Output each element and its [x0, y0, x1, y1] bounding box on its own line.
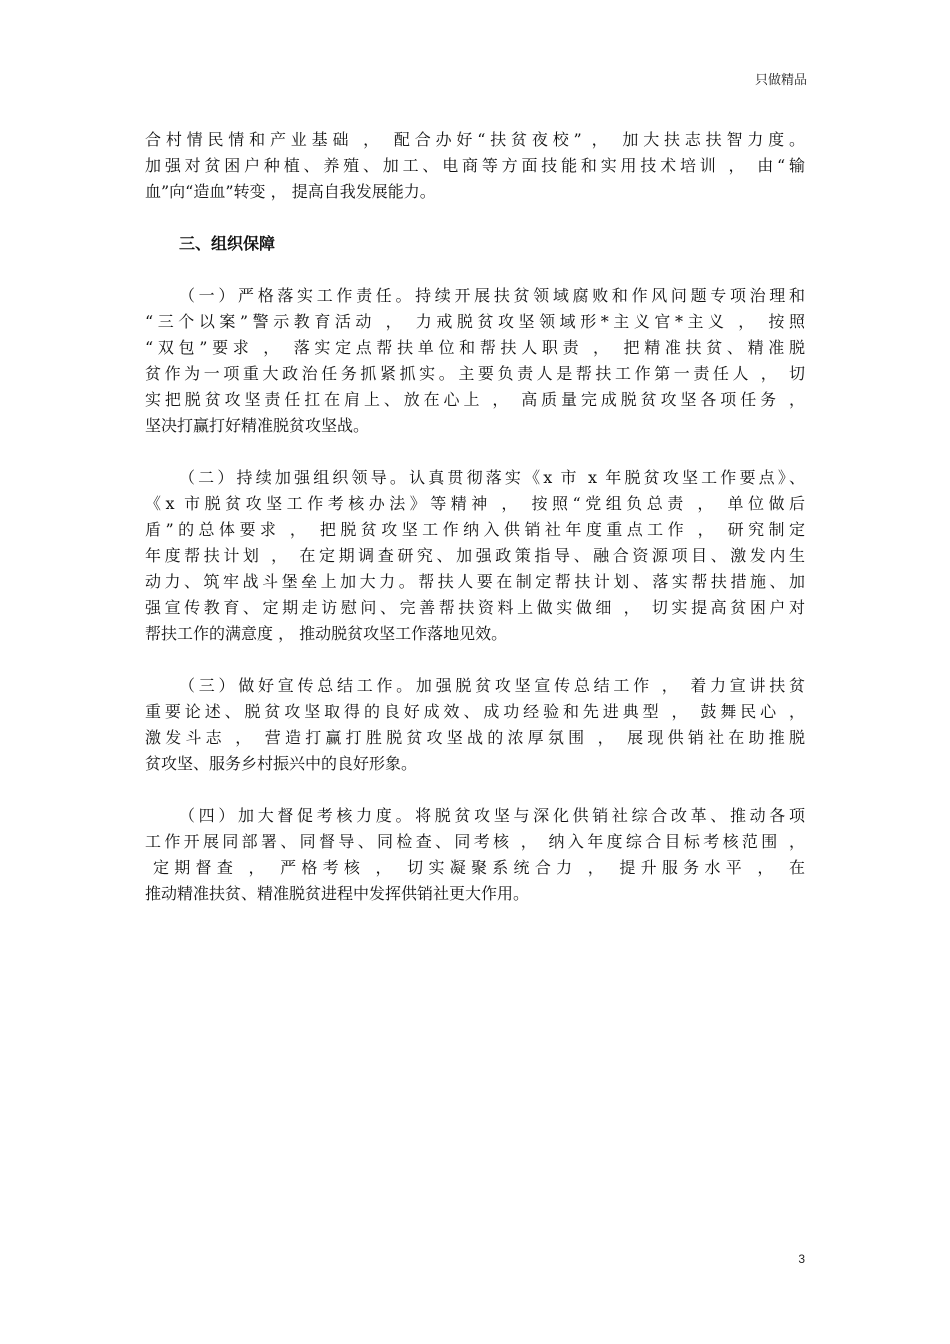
paragraph-1 — [145, 283, 805, 439]
paragraph-4 — [145, 803, 805, 907]
text-line: 重要论述、脱贫攻坚取得的良好成效、成功经验和先进典型 ， 鼓舞民心 ， — [145, 702, 805, 721]
paragraph-3 — [145, 673, 805, 777]
text-line: （二）持续加强组织领导。认真贯彻落实《x 市 x 年脱贫攻坚工作要点》、 — [179, 468, 805, 487]
text-line: 动力、筑牢战斗堡垒上加大力。帮扶人要在制定帮扶计划、落实帮扶措施、加 — [145, 572, 805, 591]
text-line: 定期督查 ， 严格考核 ， 切实凝聚系统合力 ， 提升服务水平 ， 在 — [153, 858, 805, 877]
text-line: 《x 市脱贫攻坚工作考核办法》等精神 ， 按照“党组负总责 ， 单位做后 — [145, 494, 805, 513]
text-line: 坚决打赢打好精准脱贫攻坚战。 — [145, 416, 370, 435]
text-line: 强宣传教育、定期走访慰问、完善帮扶资料上做实做细 ， 切实提高贫困户对 — [145, 598, 805, 617]
document-body — [145, 127, 805, 933]
text-line: “三个以案”警示教育活动 ， 力戒脱贫攻坚领域形*主义官*主义 ， 按照 — [145, 312, 805, 331]
text-line: 贫攻坚、服务乡村振兴中的良好形象。 — [145, 754, 418, 773]
text-line: 年度帮扶计划 ， 在定期调查研究、加强政策指导、融合资源项目、激发内生 — [145, 546, 805, 565]
text-line: “双包”要求 ， 落实定点帮扶单位和帮扶人职责 ， 把精准扶贫、精准脱 — [145, 338, 805, 357]
text-line: 盾”的总体要求 ， 把脱贫攻坚工作纳入供销社年度重点工作 ， 研究制定 — [145, 520, 805, 539]
text-line: 合村情民情和产业基础 ， 配合办好“扶贫夜校” ， 加大扶志扶智力度。 — [145, 130, 805, 149]
text-line: 贫作为一项重大政治任务抓紧抓实。主要负责人是帮扶工作第一责任人 ， 切 — [145, 364, 805, 383]
paragraph-2 — [145, 465, 805, 647]
text-line: （四）加大督促考核力度。将脱贫攻坚与深化供销社综合改革、推动各项 — [179, 806, 805, 825]
page-header-tagline: 只做精品 — [754, 73, 807, 88]
text-line: 血”向“造血”转变 ， 提高自我发展能力。 — [145, 182, 436, 201]
page-number: 3 — [798, 1252, 805, 1266]
section-heading: 三、组织保障 — [179, 234, 276, 253]
text-line: 帮扶工作的满意度 ， 推动脱贫攻坚工作落地见效。 — [145, 624, 508, 643]
text-line: （三）做好宣传总结工作。加强脱贫攻坚宣传总结工作 ， 着力宣讲扶贫 — [179, 676, 805, 695]
text-line: 实把脱贫攻坚责任扛在肩上、放在心上 ， 高质量完成脱贫攻坚各项任务 ， — [145, 390, 805, 409]
text-line: 激发斗志 ， 营造打赢打胜脱贫攻坚战的浓厚氛围 ， 展现供销社在助推脱 — [145, 728, 805, 747]
intro-paragraph — [145, 127, 805, 205]
text-line: 加强对贫困户种植、养殖、加工、电商等方面技能和实用技术培训 ， 由“输 — [145, 156, 805, 175]
text-line: 工作开展同部署、同督导、同检查、同考核 ， 纳入年度综合目标考核范围 ， — [145, 832, 805, 851]
text-line: （一）严格落实工作责任。持续开展扶贫领域腐败和作风问题专项治理和 — [179, 286, 805, 305]
text-line: 推动精准扶贫、精准脱贫进程中发挥供销社更大作用。 — [145, 884, 530, 903]
